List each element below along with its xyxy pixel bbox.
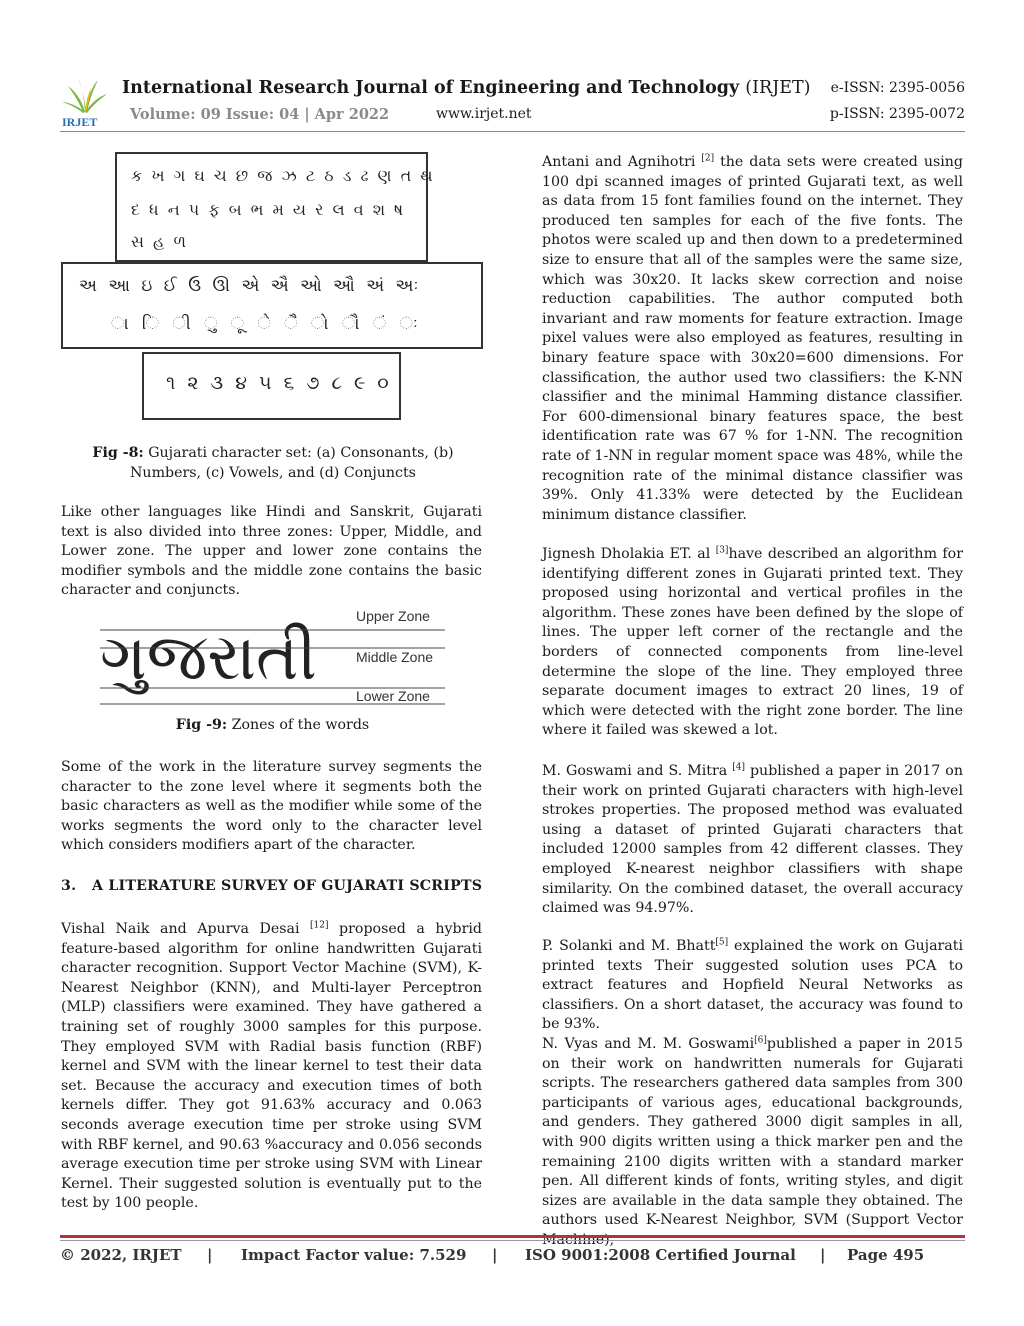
footer-separator: |: [492, 1246, 498, 1264]
vowels-row-1: અ આ ઇ ઈ ઉ ઊ એ ઐ ઓ ઔ અં અઃ: [79, 276, 422, 296]
numerals-box: [142, 352, 401, 420]
citation-ref[interactable]: [12]: [310, 920, 329, 931]
footer-divider-red: [60, 1235, 965, 1238]
figure-8-caption-text: Gujarati character set: (a) Consonants, (b) Numbers, (c) Vowels, and (d) Conjuncts: [130, 445, 454, 481]
volume-issue: Volume: 09 Issue: 04 | Apr 2022: [130, 106, 390, 123]
vowels-row-2: ા િ ી ુ ૂ ે ૈ ો ૌ ં ઃ: [111, 314, 427, 334]
p-issn: p-ISSN: 2395-0072: [829, 106, 965, 122]
footer-impact-factor: Impact Factor value: 7.529: [241, 1246, 467, 1264]
footer-copyright: © 2022, IRJET: [60, 1246, 182, 1264]
journal-abbr: (IRJET): [745, 78, 811, 98]
middle-zone-label: Middle Zone: [356, 649, 434, 665]
paragraph-text-post: published a paper in 2015 on their work on handwritten numerals for Gujarati scripts. The researchers gathered data samples from 300 participants of various ages, educational backgrounds, and genders. They gathered 3000 digit samples in all, with 900 digits written using a thick marker pen and the remaining 2100 digits written with a standard marker pen. All different kinds of fonts, writing styles, and digit sizes are available in the data sample they obtained. The authors used K-Nearest Neighbor, SVM (Support Vector: [542, 1036, 963, 1229]
right-paragraph-5: [542, 1035, 963, 1251]
consonants-box: [115, 152, 435, 262]
paragraph-text-pre: N. Vyas and M. M. Goswami: [542, 1036, 755, 1052]
irjet-logo: [60, 72, 110, 128]
upper-zone-label: Upper Zone: [356, 608, 430, 624]
paragraph-text-post: published a paper in 2017 on their work on printed Gujarati characters with high-level strokes properties. The proposed method was evaluated using a dataset of printed Gujarati characters that included 12000 samples from 42 different classes. They employed K-nearest neighbor classifiers with shape similarity. On the combined dataset, the overall accuracy claimed was 94.97%.: [542, 763, 963, 917]
footer-iso: ISO 9001:2008 Certified Journal: [525, 1246, 796, 1264]
paragraph-text-post: proposed a hybrid feature-based algorithm for online handwritten Gujarati character recognition. Support Vector Machine (SVM), K-Nearest Neighbor (KNN), and Multi-layer Perceptron (MLP) classifiers were examined. They have gathered a training set of roughly 3000 samples for this purpose. They employed SVM with Radial basis function (RBF) kernel and SVM with the linear kernel to test their data set. Because the accuracy and execution times of both kernels differ. They got 91.63% accuracy and 0.063 seconds average execution time per stroke using SVM with RBF kernel, and 90.63 %accuracy and 0.056 seconds average execution time per stroke using SVM with Linear Kernel. Their suggested solution is eventually put to the test by 100 people.: [61, 921, 482, 1212]
paragraph-text: Some of the work in the literature survey segments the character to the zone level where it segments both the basic characters as well as the modifier while some of the works segments the word only to the character level which considers modifiers apart of the character.: [61, 759, 482, 854]
footer-page-number: Page 495: [847, 1246, 925, 1264]
section-title: A LITERATURE SURVEY OF GUJARATI SCRIPTS: [92, 878, 483, 894]
left-paragraph-3: [61, 920, 482, 1214]
paragraph-text-pre: Antani and Agnihotri: [542, 154, 702, 170]
right-paragraph-4: [542, 937, 963, 1035]
page-header: [60, 68, 965, 130]
figure-9-label: Fig -9:: [175, 717, 228, 733]
paragraph-text-post: explained the work on Gujarati printed texts Their suggested solution uses PCA to extract features and Hopfield Neural Networks as classifiers. On a short dataset, the accuracy was found to be 93%.: [542, 938, 964, 1033]
paragraph-text-post: have described an algorithm for identifying different zones in Gujarati printed text. They proposed using horizontal and vertical profiles in the algorithm. These zones have been defined by the slope of lines. The upper left corner of the rectangle and the borders of connected components from line-level determine the slope of the line. They employed three separate document images to extract 20 lines, 19 of which were detected with the right zone border. The line where it failed was skewed a lot.: [542, 546, 963, 739]
left-paragraph-2: [61, 758, 482, 856]
citation-ref[interactable]: [6]: [754, 1035, 767, 1046]
consonants-row-1: ક ખ ગ ઘ ચ છ જ ઝ ટ ઠ ડ ઢ ણ ત થ: [131, 166, 435, 185]
citation-ref[interactable]: [4]: [732, 762, 745, 773]
right-paragraph-3: [542, 762, 963, 919]
paragraph-text: Like other languages like Hindi and Sanskrit, Gujarati text is also divided into three zones: Upper, Middle, and Lower zone. The upper and lower zone contains the modifier symbols and the middle zone contains the basic character and conjuncts.: [61, 504, 482, 599]
right-paragraph-2: [542, 545, 963, 741]
footer-separator: |: [207, 1246, 213, 1264]
citation-ref[interactable]: [5]: [715, 937, 729, 948]
website-link[interactable]: www.irjet.net: [436, 106, 532, 122]
left-paragraph-1: [61, 503, 482, 601]
paragraph-text-pre: P. Solanki and M. Bhatt: [542, 938, 716, 954]
paragraph-text-pre: M. Goswami and S. Mitra: [542, 763, 733, 779]
figure-8-caption: [80, 444, 466, 483]
paragraph-text-pre: Jignesh Dholakia ET. al: [542, 546, 716, 562]
figure-9-caption: [120, 716, 425, 736]
lower-zone-label: Lower Zone: [356, 688, 430, 704]
logo-text: IRJET: [62, 115, 98, 128]
header-divider: [60, 131, 965, 132]
consonants-row-2: દ ધ ન પ ફ બ ભ મ ય ર લ વ શ ષ: [131, 200, 406, 219]
footer-divider-thin: [60, 1240, 965, 1241]
e-issn: e-ISSN: 2395-0056: [830, 80, 965, 96]
numerals-row: ૧ ૨ ૩ ૪ ૫ ૬ ૭ ૮ ૯ ૦: [166, 372, 392, 394]
gujarati-word: ગુજરાતી: [100, 621, 317, 695]
footer-separator: |: [820, 1246, 826, 1264]
section-number: 3.: [61, 878, 77, 894]
journal-title: [122, 78, 811, 98]
figure-8-label: Fig -8:: [92, 445, 144, 461]
figure-9-caption-text: Zones of the words: [227, 717, 370, 733]
right-paragraph-1: [542, 153, 963, 525]
journal-title-text: International Research Journal of Engineering and Technology: [122, 78, 740, 98]
paragraph-text-pre: Vishal Naik and Apurva Desai: [61, 921, 311, 937]
paragraph-text-post: the data sets were created using 100 dpi scanned images of printed Gujarati text, as well as data from 15 font families found on the internet. They produced ten samples for each of the five fonts. The photos were scaled up and then down to a predetermined size to ensure that all of the samples were the same size, which was 30x20. It lacks skew correction and noise reduction capabilities. The author computed both invariant and raw moments for feature extraction. Image pixel values were also employed as features, resulting in binary feature space with 30x20=600 dimensions. For classification, the author used two classifiers: the K-NN classifier and the minimal Hamming distance classifier. For 600-dimensional binary features space, the best identification rate was 67 % for 1-NN. The recognition rate of 1-NN in regular moment space was 48%, while the recognition rate of the minimal distance classifier was 39%. Only 41.33% were detected by the Euclidean minimum distance classifier.: [542, 154, 963, 523]
citation-ref[interactable]: [2]: [701, 153, 715, 164]
section-heading: [61, 878, 482, 894]
vowels-box: [61, 262, 483, 349]
consonants-row-3: સ હ ળ: [131, 232, 188, 251]
citation-ref[interactable]: [3]: [715, 545, 729, 556]
